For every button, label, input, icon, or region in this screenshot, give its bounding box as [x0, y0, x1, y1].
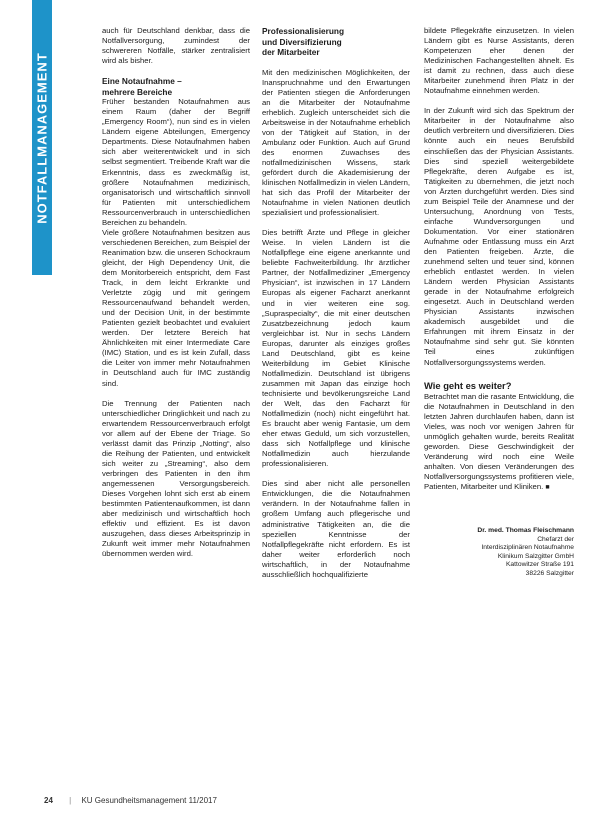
- article-column-1: [102, 26, 250, 559]
- page-number: 24: [44, 796, 53, 805]
- section-heading: Professionalisierung und Diversifizierung der Mitarbeiter: [262, 26, 345, 57]
- article-column-3: [424, 26, 574, 579]
- publication-name: KU Gesundheitsmanagement 11/2017: [81, 796, 217, 805]
- article-column-2: [262, 26, 410, 580]
- section-sidebar-band: [32, 0, 52, 275]
- author-role: Chefarzt der: [537, 535, 574, 543]
- paragraph: Die Trennung der Patienten nach unterschiedlicher Dringlichkeit und nach zu erwartendem Ressourcenverbrauch erfolgt vor allem auf der Ebene der Triage. So verlässt damit das Prinzip „Notting“, also die Reihung der Patienten, und entwickelt sich weiter zu „Streaming“, also dem verbringen des Patienten in den ihm angemessenen Versorgungsbereich. Dieses Vorgehen lohnt sich erst ab einem bestimmten Patientenaufkommen, ist dann aber medizinisch und wirtschaftlich hoch effektiv und effizient. Es ist davon auszugehen, dass dieses Arbeitsprinzip in Zukunft weit immer mehr Notaufnahmen übernommen werden wird.: [102, 398, 250, 559]
- paragraph: Betrachtet man die rasante Entwicklung, die die Notaufnahmen in Deutschland in den letzten Jahren durchlaufen haben, dann ist Vieles, was noch vor wenigen Jahren für unmöglich gehalten wurde, bereits Realität geworden. Diese Geschwindigkeit der Veränderung wird noch eine Weile anhalten. Von diesen Veränderungen des Notfallversorgungssystems profitieren viele, Patienten, Mitarbeiter und Kliniken. ■: [424, 391, 574, 491]
- paragraph: Dies sind aber nicht alle personellen Entwicklungen, die die Notaufnahmen verändern. In der Notaufnahme fallen in großem Umfang auch pflegerische und administrative Tätigkeiten an, die die speziellen Kenntnisse der Notfallpflegekräfte nicht erfordern. Es ist daher weiter erforderlich noch wirtschaftlich, in der Notaufnahme ausschließlich hochqualifizierte: [262, 479, 410, 579]
- author-department: Interdisziplinären Notaufnahme: [481, 544, 574, 552]
- paragraph: bildete Pflegekräfte einzusetzen. In vielen Ländern gibt es Nurse Assistants, deren Kompetenzen eher denen der Medizinischen Fachangestellten ähnelt. Es ist damit zu rechnen, dass auch diese Mitarbeiter zunehmend ihren Platz in der Notaufnahme einnehmen werden.: [424, 26, 574, 96]
- author-block: [424, 527, 574, 579]
- paragraph: Mit den medizinischen Möglichkeiten, der Inanspruchnahme und den Erwartungen der Patienten stiegen die Anforderungen an die Mitarbeiter der Notaufnahme erheblich. Zugleich unterscheidet sich die Arbeitsweise in der Notaufnahme erheblich von der Tätigkeit auf Station, in der Ambulanz oder Funktion. Auch auf Grund des enormen Zuwachses des notfallmedizinischen Wissens, stark gefördert durch die Akademisierung der klinischen Notfallmedizin in vielen Ländern, hat sich das Profil der Mitarbeiter der Notaufnahme in vielen Nationen deutlich spezialisiert und professionalisiert.: [262, 67, 410, 218]
- page-footer: [44, 796, 217, 805]
- end-mark: ■: [545, 483, 550, 491]
- author-clinic: Klinikum Salzgitter GmbH: [497, 552, 574, 560]
- author-city: 38226 Salzgitter: [525, 569, 574, 577]
- author-name: Dr. med. Thomas Fleischmann: [477, 527, 574, 535]
- paragraph: auch für Deutschland denkbar, dass die Notfallversorgung, zumindest der schwereren Notfälle, stärker zentralisiert wird als bisher.: [102, 26, 250, 66]
- paragraph: Viele größere Notaufnahmen besitzen aus verschiedenen Bereichen, zum Beispiel der Reanimation bzw. die unseren Schockraum gleicht, der High Dependency Unit, die dem Monitorbereich entspricht, dem Fast Track, in dem leicht Erkrankte und Verletzte zügig und mit geringem Ressourcenaufwand behandelt werden, und der Decision Unit, in der bestimmte Patienten gezielt beobachtet und evaluiert werden. Der letztere Bereich hat Ähnlichkeiten mit einer Intermediate Care (IMC) Station, und es ist kein Zufall, dass die Leiter von immer mehr Notaufnahmen in Deutschland auch für IMC zuständig sind.: [102, 227, 250, 388]
- section-heading: Wie geht es weiter?: [424, 379, 512, 391]
- paragraph: Dies betrifft Ärzte und Pflege in gleicher Weise. In vielen Ländern ist die Notfallpflege eine eigene anerkannte und beliebte Fachweiterbildung. Ihr ärztlicher Partner, der Notfallmediziner „Emergency Physician“, ist inzwischen in 17 Ländern Europas als eigener Facharzt anerkannt und in vier weiteren eine sog. „Supraspecialty“, die mit einer deutschen Zusatzbezeichnung jedoch kaum vergleichbar ist. Nur in sechs Ländern Europas, darunter als einziges großes Land Deutschland, gibt es keine Weiterbildung im Gebiet Klinische Notfallmedizin. Deutschland ist übrigens zusammen mit Japan das einzige hoch technisierte und bevölkerungsreiche Land der Welt, das den Facharzt für Notfallmedizin (noch) nicht eingeführt hat. Es braucht aber wenig Fantasie, um dem eher etwas Geduld, um sich vorzustellen, dass sich Notfallpflege und klinische Notfallmedizin auch hierzulande professionalisieren.: [262, 228, 410, 469]
- author-street: Kattowitzer Straße 191: [505, 561, 574, 569]
- footer-divider: |: [69, 796, 72, 805]
- section-label: NOTFALLMANAGEMENT: [34, 51, 50, 224]
- paragraph: In der Zukunft wird sich das Spektrum der Mitarbeiter in der Notaufnahme also deutlich verbreitern und diversifizieren. Dies könnte auch ein neues Berufsbild einschließen das der Physician Assistants. Dies sind speziell weitergebildete Pflegekräfte, deren Aufgabe es ist, Tätigkeiten zu übernehmen, die jetzt noch von Ärzten durchgeführt werden. Dies sind zum Beispiel Teile der Anamnese und der Untersuchung, Anordnung von Tests, einfache Wundversorgungen und Dokumentation. Vor einer stationären Aufnahme oder Entlassung muss ein Arzt den Patienten freigeben. Ärzte, die zunehmend selten und teuer sind, können erheblich entlastet werden. In vielen Ländern werden Physician Assistants gerade in der Notaufnahme erfolgreich eingesetzt. Auch in Deutschland werden Physician Assistants inzwischen akademisch ausgebildet und die Erfahrungen mit ihrem Einsatz in der Notaufnahme sind sehr gut. Sie könnten Teil eines zukünftigen Notfallversorgungssystems werden.: [424, 106, 574, 367]
- section-heading: Eine Notaufnahme – mehrere Bereiche: [102, 76, 182, 97]
- paragraph: Früher bestanden Notaufnahmen aus einem Raum (daher der Begriff „Emergency Room“), nun sind es in vielen Ländern eigene Abteilungen, Emergency Departments. Diese Notaufnahmen haben sich aber weiterentwickelt und in sich selbst segmentiert. Treibende Kraft war die Erkenntnis, dass es zweckmäßig ist, größere Notaufnahmen medizinisch, organisatorisch und wirtschaftlich sinnvoll für Patienten mit unterschiedlichem Ressourcenverbrauch in unterschiedlichen Bereichen zu behandeln.: [102, 97, 250, 227]
